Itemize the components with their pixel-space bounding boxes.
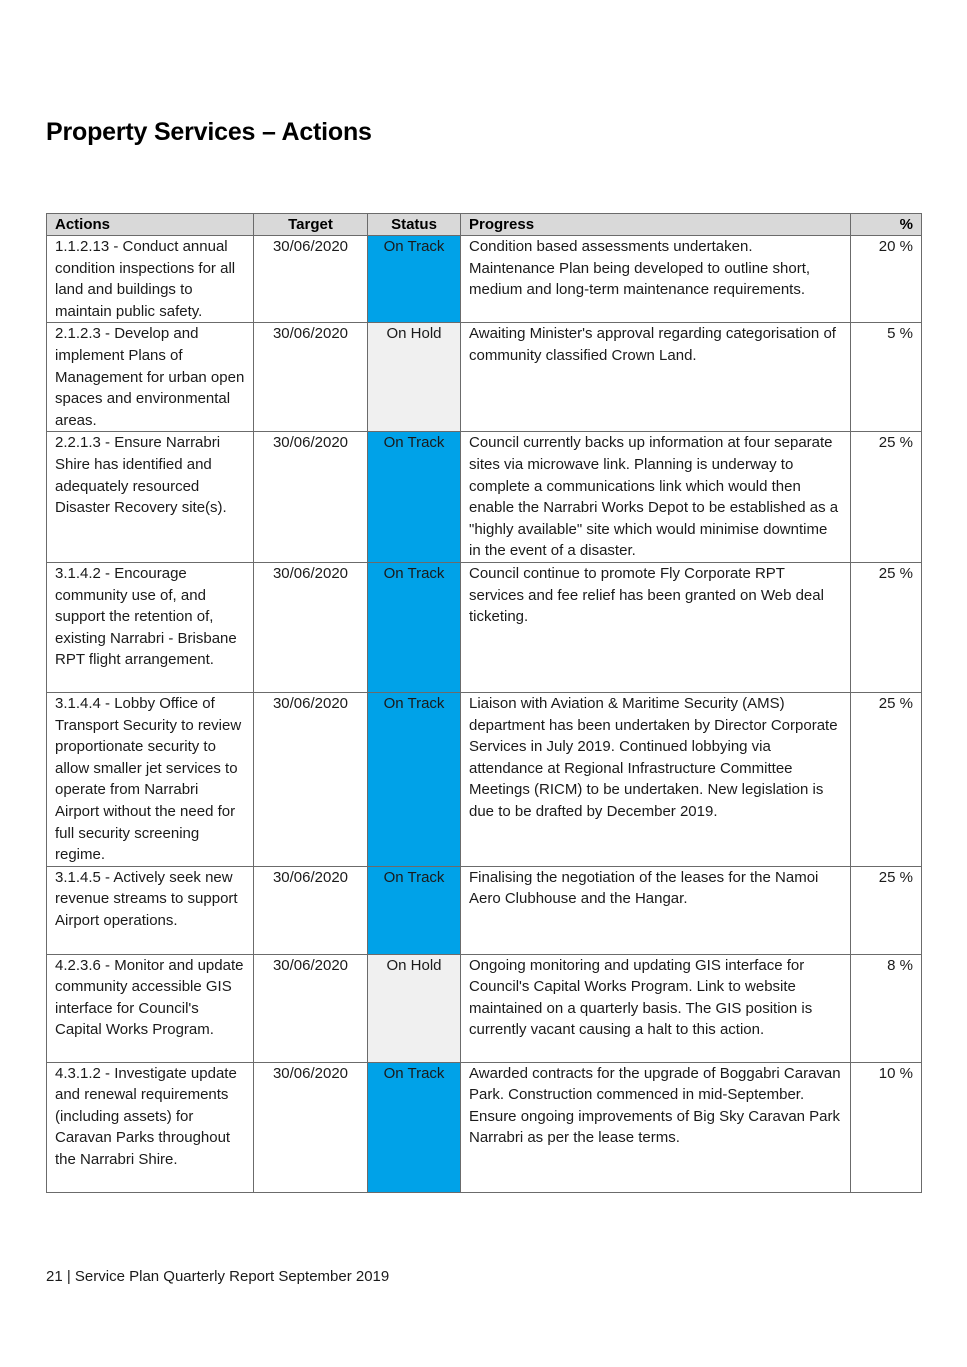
progress-cell: Condition based assessments undertaken. Maintenance Plan being developed to outline short, medium and long-term maintenance requirements. bbox=[461, 236, 851, 323]
progress-cell: Liaison with Aviation & Maritime Security (AMS) department has been undertaken by Director Corporate Services in July 2019. Continued lobbying via attendance at Regional Infrastructure Committee Meetings (RICM) to be undertaken. New legislation is due to be drafted by December 2019. bbox=[461, 692, 851, 866]
table-row bbox=[47, 1062, 922, 1192]
target-cell: 30/06/2020 bbox=[254, 562, 368, 692]
action-cell: 4.2.3.6 - Monitor and update community accessible GIS interface for Council's Capital Works Program. bbox=[47, 954, 254, 1062]
action-cell: 1.1.2.13 - Conduct annual condition inspections for all land and buildings to maintain public safety. bbox=[47, 236, 254, 323]
percent-cell: 5 % bbox=[851, 323, 922, 432]
percent-cell: 25 % bbox=[851, 866, 922, 954]
status-badge: On Track bbox=[368, 432, 461, 563]
percent-cell: 25 % bbox=[851, 692, 922, 866]
progress-cell: Awarded contracts for the upgrade of Boggabri Caravan Park. Construction commenced in mid-September. Ensure ongoing improvements of Big Sky Caravan Park Narrabri as per the lease terms. bbox=[461, 1062, 851, 1192]
progress-cell: Finalising the negotiation of the leases for the Namoi Aero Clubhouse and the Hangar. bbox=[461, 866, 851, 954]
progress-cell: Council continue to promote Fly Corporate RPT services and fee relief has been granted on Web deal ticketing. bbox=[461, 562, 851, 692]
progress-cell: Ongoing monitoring and updating GIS interface for Council's Capital Works Program. Link to website maintained on a quarterly basis. The GIS position is currently vacant causing a halt to this action. bbox=[461, 954, 851, 1062]
action-cell: 2.2.1.3 - Ensure Narrabri Shire has identified and adequately resourced Disaster Recovery site(s). bbox=[47, 432, 254, 563]
table-row bbox=[47, 562, 922, 692]
percent-cell: 8 % bbox=[851, 954, 922, 1062]
target-cell: 30/06/2020 bbox=[254, 323, 368, 432]
status-badge: On Track bbox=[368, 562, 461, 692]
percent-cell: 25 % bbox=[851, 432, 922, 563]
progress-cell: Council currently backs up information at four separate sites via microwave link. Planning is underway to complete a communications link which would then enable the Narrabri Works Depot to be established as a "highly available" site which would minimise downtime in the event of a disaster. bbox=[461, 432, 851, 563]
status-badge: On Hold bbox=[368, 954, 461, 1062]
status-badge: On Track bbox=[368, 1062, 461, 1192]
header-status: Status bbox=[368, 214, 461, 236]
action-cell: 3.1.4.2 - Encourage community use of, and support the retention of, existing Narrabri - Brisbane RPT flight arrangement. bbox=[47, 562, 254, 692]
table-header-row bbox=[47, 214, 922, 236]
table-row bbox=[47, 692, 922, 866]
action-cell: 2.1.2.3 - Develop and implement Plans of Management for urban open spaces and environmental areas. bbox=[47, 323, 254, 432]
action-cell: 3.1.4.5 - Actively seek new revenue streams to support Airport operations. bbox=[47, 866, 254, 954]
target-cell: 30/06/2020 bbox=[254, 432, 368, 563]
percent-cell: 25 % bbox=[851, 562, 922, 692]
header-target: Target bbox=[254, 214, 368, 236]
target-cell: 30/06/2020 bbox=[254, 692, 368, 866]
percent-cell: 20 % bbox=[851, 236, 922, 323]
header-percent: % bbox=[851, 214, 922, 236]
table-row bbox=[47, 323, 922, 432]
target-cell: 30/06/2020 bbox=[254, 236, 368, 323]
target-cell: 30/06/2020 bbox=[254, 866, 368, 954]
page-title: Property Services – Actions bbox=[46, 118, 372, 146]
table-row bbox=[47, 954, 922, 1062]
target-cell: 30/06/2020 bbox=[254, 954, 368, 1062]
status-badge: On Track bbox=[368, 866, 461, 954]
table-row bbox=[47, 866, 922, 954]
status-badge: On Track bbox=[368, 236, 461, 323]
status-badge: On Hold bbox=[368, 323, 461, 432]
header-progress: Progress bbox=[461, 214, 851, 236]
table-row bbox=[47, 236, 922, 323]
page-footer: 21 | Service Plan Quarterly Report September 2019 bbox=[46, 1268, 390, 1285]
action-cell: 3.1.4.4 - Lobby Office of Transport Security to review proportionate security to allow smaller jet services to operate from Narrabri Airport without the need for full security screening regime. bbox=[47, 692, 254, 866]
percent-cell: 10 % bbox=[851, 1062, 922, 1192]
target-cell: 30/06/2020 bbox=[254, 1062, 368, 1192]
table-row bbox=[47, 432, 922, 563]
actions-table bbox=[46, 213, 922, 1193]
action-cell: 4.3.1.2 - Investigate update and renewal requirements (including assets) for Caravan Parks throughout the Narrabri Shire. bbox=[47, 1062, 254, 1192]
status-badge: On Track bbox=[368, 692, 461, 866]
progress-cell: Awaiting Minister's approval regarding categorisation of community classified Crown Land. bbox=[461, 323, 851, 432]
header-actions: Actions bbox=[47, 214, 254, 236]
